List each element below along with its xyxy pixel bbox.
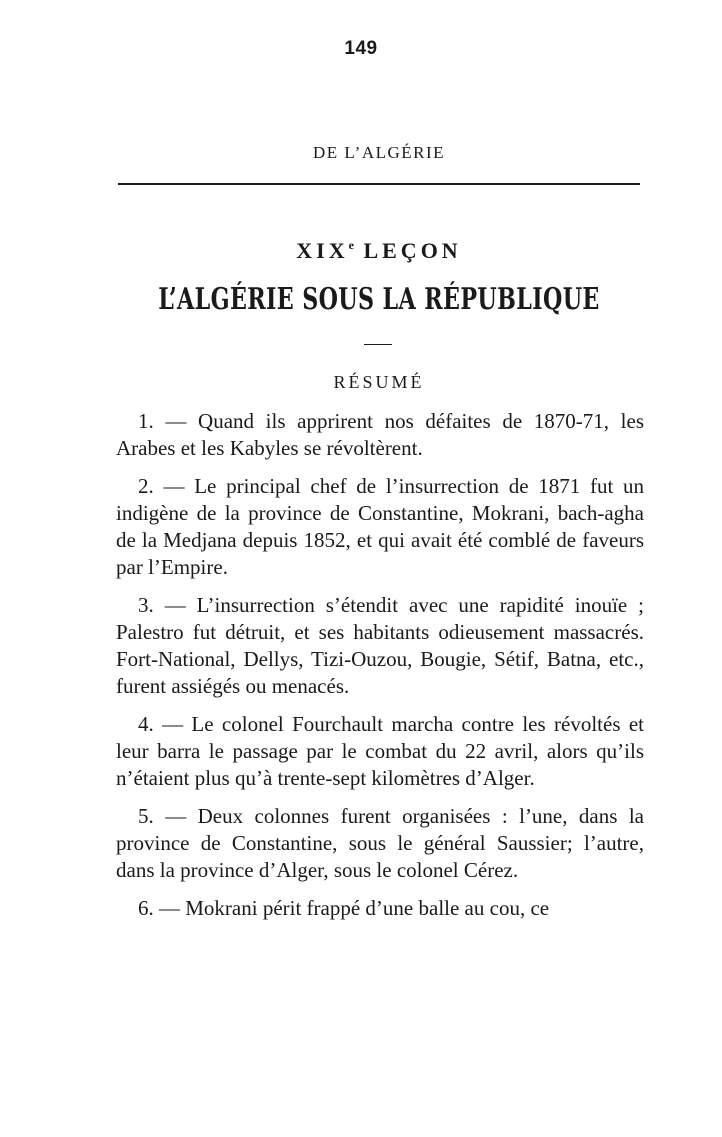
- paragraph-number: 3.: [138, 593, 154, 617]
- summary-paragraph-5: [116, 803, 644, 884]
- summary-body: [116, 408, 644, 922]
- lesson-heading: [0, 238, 722, 264]
- summary-heading: RÉSUMÉ: [333, 372, 425, 392]
- paragraph-number: 2.: [138, 474, 154, 498]
- title-separator: [364, 344, 392, 345]
- lesson-word: LEÇON: [363, 238, 462, 263]
- lesson-number-suffix: e: [348, 238, 354, 252]
- summary-paragraph-1: [116, 408, 644, 462]
- summary-paragraph-2: [116, 473, 644, 581]
- paragraph-text: — Quand ils apprirent nos défaites de 1870-71, les Arabes et les Kabyles se révoltèrent.: [116, 409, 644, 460]
- paragraph-text: — L’insurrection s’étendit avec une rapidité inouïe ; Palestro fut détruit, et ses habitants odieusement massacrés. Fort-National, Dellys, Tizi-Ouzou, Bougie, Sétif, Batna, etc., furent assiégés ou menacés.: [116, 593, 644, 698]
- paragraph-number: 4.: [138, 712, 154, 736]
- lesson-number: XIX: [296, 238, 349, 263]
- running-head: DE L’ALGÉRIE: [312, 143, 446, 162]
- page-number: 149: [344, 38, 378, 59]
- header-rule: [118, 183, 640, 185]
- chapter-title: L’ALGÉRIE SOUS LA RÉPUBLIQUE: [158, 282, 600, 317]
- paragraph-text: — Le principal chef de l’insurrection de 1871 fut un indigène de la province de Constantine, Mokrani, bach-agha de la Medjana depuis 1852, et qui avait été comblé de faveurs par l’Empire.: [116, 474, 645, 579]
- summary-paragraph-4: [116, 711, 644, 792]
- paragraph-text: — Deux colonnes furent organisées : l’une, dans la province de Constantine, sous le général Saussier; l’autre, dans la province d’Alger, sous le colonel Cérez.: [116, 804, 645, 882]
- paragraph-text: — Mokrani périt frappé d’une balle au cou, ce: [159, 896, 550, 920]
- paragraph-text: — Le colonel Fourchault marcha contre les révoltés et leur barra le passage par le combat du 22 avril, alors qu’ils n’étaient plus qu’à trente-sept kilomètres d’Alger.: [116, 712, 644, 790]
- summary-paragraph-3: [116, 592, 644, 700]
- paragraph-number: 1.: [138, 409, 154, 433]
- paragraph-number: 5.: [138, 804, 154, 828]
- paragraph-number: 6.: [138, 896, 154, 920]
- summary-paragraph-6: [116, 895, 644, 922]
